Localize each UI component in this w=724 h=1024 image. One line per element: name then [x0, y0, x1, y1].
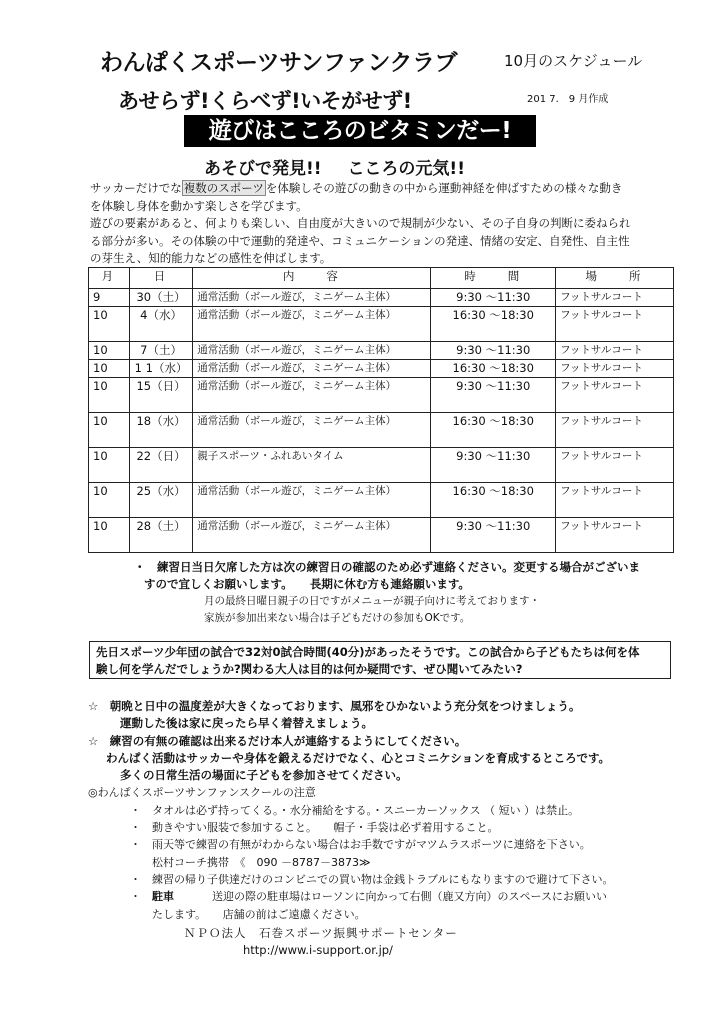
cell-day: 22（日）: [129, 448, 192, 483]
note-line: 月の最終日曜日親子の日ですがメニューが親子向けに考えております・: [204, 595, 540, 607]
bullet-line: ☆ 朝晩と日中の温度差が大きくなっております、風邪をひかないよう充分気をつけましょう。: [88, 699, 581, 713]
note-line: 家族が参加出来ない場合は子どもだけの参加もOKです。: [204, 612, 471, 624]
table-row: [89, 483, 674, 518]
cell-content: 通常活動（ボール遊び，ミニゲーム主体）: [193, 360, 431, 378]
cell-day: 28（土）: [129, 518, 192, 553]
cell-time: 16:30 ～18:30: [431, 413, 556, 448]
cell-time: 9:30 ～11:30: [431, 378, 556, 413]
cell-content: 通常活動（ボール遊び，ミニゲーム主体）: [193, 413, 431, 448]
cell-day: 30（土）: [129, 289, 192, 307]
slogan-genki: こころの元気!!: [347, 159, 465, 179]
header-place: 場 所: [556, 268, 674, 289]
attendance-notes: [134, 559, 640, 627]
intro-line: の芽生え、知的能力などの感性を伸ばします。: [90, 251, 332, 265]
boxed-line: 験し何を学んだでしょうか?関わる大人は目的は何か疑問です、ぜひ聞いてみたい?: [96, 662, 523, 676]
coach-phone: 松村コーチ携帯 《 090 －8787－3873≫: [152, 855, 371, 869]
cell-place: フットサルコート: [556, 413, 674, 448]
note-line: ・ 練習日当日欠席した方は次の練習日の確認のため必ず連絡ください。変更する場合がございま: [134, 560, 640, 574]
cell-time: 16:30 ～18:30: [431, 483, 556, 518]
cell-place: フットサルコート: [556, 518, 674, 553]
intro-line: 遊びの要素があると、何よりも楽しい、自由度が大きいので規制が少ない、その子自身の判断に委ねられ: [90, 216, 631, 230]
bullet-line: 運動した後は家に戻ったら早く着替えましょう。: [120, 716, 373, 731]
created-date: 201 7． 9 月作成: [527, 94, 609, 105]
cell-content: 通常活動（ボール遊び，ミニゲーム主体）: [193, 307, 431, 342]
table-row: [89, 307, 674, 342]
bullet-dot: ・: [130, 803, 141, 817]
note-text: 動きやすい服装で参加すること。 帽子・手袋は必ず着用すること。: [152, 821, 499, 835]
cell-place: フットサルコート: [556, 289, 674, 307]
cell-month: 10: [89, 378, 130, 413]
cell-content: 親子スポーツ・ふれあいタイム: [193, 448, 431, 483]
slogan-primary: あせらず!くらべず!いそがせず!: [118, 89, 412, 113]
cell-month: 10: [89, 307, 130, 342]
intro-paragraph: [90, 180, 680, 268]
bullet-line: ☆ 練習の有無の確認は出来るだけ本人が連絡するようにしてください。: [88, 733, 467, 748]
table-row: [89, 342, 674, 360]
note-text: 練習の帰り子供達だけのコンビニでの買い物は金銭トラブルにもなりますので避けて下さい。: [152, 872, 614, 886]
table-row: [89, 360, 674, 378]
club-title: わんぱくスポーツサンファンクラブ: [100, 50, 458, 76]
table-header-row: [89, 268, 674, 289]
header-time: 時 間: [431, 268, 556, 289]
cell-day: 25（水）: [129, 483, 192, 518]
cell-day: 7（土）: [129, 342, 192, 360]
cell-month: 10: [89, 360, 130, 378]
cell-time: 16:30 ～18:30: [431, 360, 556, 378]
note-text: 雨天等で練習の有無がわからない場合はお手数ですがマツムラスポーツに連絡を下さい。: [152, 838, 591, 852]
boxed-line: 先日スポーツ少年団の試合で32対0試合時間(40分)があったそうです。この試合から子どもたちは何を体: [96, 645, 640, 659]
cell-month: 10: [89, 518, 130, 553]
cell-day: 1 1（水）: [129, 360, 192, 378]
slogan-discovery: あそびで発見!!: [204, 159, 322, 179]
school-note: [88, 871, 614, 888]
cell-time: 9:30 ～11:30: [431, 448, 556, 483]
cell-content: 通常活動（ボール遊び，ミニゲーム主体）: [193, 378, 431, 413]
cell-time: 9:30 ～11:30: [431, 289, 556, 307]
table-row: [89, 448, 674, 483]
header-content: 内 容: [193, 268, 431, 289]
cell-place: フットサルコート: [556, 378, 674, 413]
table-row: [89, 289, 674, 307]
table-row: [89, 518, 674, 553]
website-url[interactable]: http://www.i-support.or.jp/: [243, 943, 393, 957]
header-month: 月: [89, 268, 130, 289]
school-note: [88, 906, 614, 923]
table-row: [89, 413, 674, 448]
cell-month: 10: [89, 413, 130, 448]
cell-month: 10: [89, 483, 130, 518]
cell-content: 通常活動（ボール遊び，ミニゲーム主体）: [193, 518, 431, 553]
school-notes-heading: ◎わんぱくスポーツサンファンスクールの注意: [88, 786, 316, 800]
note-text: タオルは必ず持ってくる。・水分補給をする。・スニーカーソックス （ 短い ）は禁止。: [152, 803, 580, 817]
table-row: [89, 378, 674, 413]
cell-day: 15（日）: [129, 378, 192, 413]
cell-time: 9:30 ～11:30: [431, 518, 556, 553]
month-schedule-label: 10月のスケジュール: [504, 52, 643, 70]
note-line: すので宜しくお願いします。 長期に休む方も連絡願います。: [144, 577, 470, 591]
parking-label: 駐車: [152, 890, 174, 904]
intro-highlight: 複数のスポーツ: [183, 181, 264, 195]
intro-line: を体験し身体を動かす楽しさを学びます。: [90, 198, 308, 213]
school-note: [88, 854, 614, 871]
cell-month: 9: [89, 289, 130, 307]
bullet-dot: ・: [130, 872, 141, 886]
bullet-line: 多くの日常生活の場面に子どもを参加させてください。: [120, 768, 408, 783]
cell-place: フットサルコート: [556, 360, 674, 378]
intro-line: を体験しその遊びの動きの中から運動神経を伸ばすための様々な動き: [265, 181, 623, 195]
schedule-table: [88, 267, 674, 553]
bullet-line: わんぱく活動はサッカーや身体を鍛えるだけでなく、心とコミニケションを育成するところです。: [106, 750, 611, 765]
cell-time: 9:30 ～11:30: [431, 342, 556, 360]
school-note: [88, 888, 614, 905]
cell-content: 通常活動（ボール遊び，ミニゲーム主体）: [193, 289, 431, 307]
bullet-dot: ・: [130, 821, 141, 835]
cell-time: 16:30 ～18:30: [431, 307, 556, 342]
boxed-message: [89, 641, 671, 679]
school-note: [88, 819, 614, 836]
slogan-secondary: [204, 154, 465, 179]
header-day: 日: [129, 268, 192, 289]
banner-slogan: 遊びはこころのビタミンだー!: [184, 115, 536, 147]
note-text: 送迎の際の駐車場はローソンに向かって右側（鹿又方向）のスペースにお願いい: [212, 890, 608, 904]
note-text: たします。 店舗の前はご遠慮ください。: [152, 907, 366, 921]
cell-month: 10: [89, 448, 130, 483]
bullet-notes: [88, 698, 614, 923]
cell-place: フットサルコート: [556, 342, 674, 360]
intro-line: る部分が多い。その体験の中で運動的発達や、コミュニケーションの発達、情緒の安定、自発性、自主性: [90, 233, 630, 248]
intro-line: サッカーだけでな: [90, 181, 182, 195]
cell-day: 18（水）: [129, 413, 192, 448]
cell-place: フットサルコート: [556, 448, 674, 483]
school-note: [88, 836, 614, 853]
bullet-dot: ・: [130, 890, 141, 904]
cell-place: フットサルコート: [556, 307, 674, 342]
school-note: [88, 802, 614, 819]
cell-day: 4（水）: [129, 307, 192, 342]
cell-month: 10: [89, 342, 130, 360]
cell-place: フットサルコート: [556, 483, 674, 518]
cell-content: 通常活動（ボール遊び，ミニゲーム主体）: [193, 483, 431, 518]
cell-content: 通常活動（ボール遊び，ミニゲーム主体）: [193, 342, 431, 360]
bullet-dot: ・: [130, 838, 141, 852]
organization-name: ＮＰＯ法人 石巻スポーツ振興サポートセンター: [184, 926, 458, 940]
